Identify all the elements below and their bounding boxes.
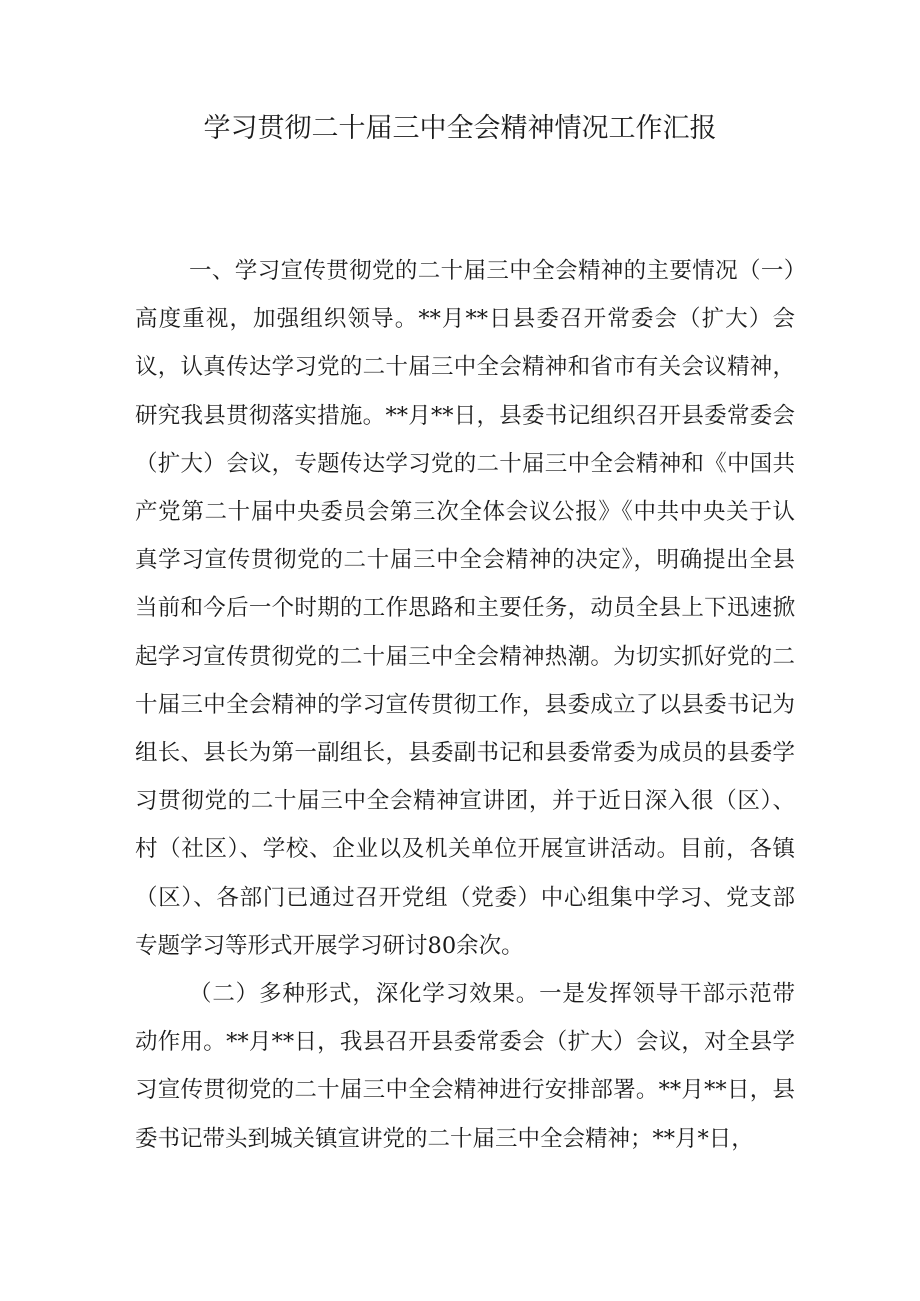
paragraph-learning-forms: （二）多种形式，深化学习效果。一是发挥领导干部示范带动作用。**月**日，我县召开县委常委会（扩大）会议，对全县学习宣传贯彻党的二十届三中全会精神进行安排部署。**月**日，县委书记带头到城关镇宣讲党的二十届三中全会精神；**月*日， (135, 981, 795, 1152)
paragraph-main-situation: 一、学习宣传贯彻党的二十届三中全会精神的主要情况（一）高度重视，加强组织领导。**月**日县委召开常委会（扩大）会议，认真传达学习党的二十届三中全会精神和省市有关会议精神，研究我县贯彻落实措施。**月**日，县委书记组织召开县委常委会（扩大）会议，专题传达学习党的二十届三中全会精神和《中国共产党第二十届中央委员会第三次全体会议公报》《中共中央关于认真学习宣传贯彻党的二十届三中全会精神的决定》，明确提出全县当前和今后一个时期的工作思路和主要任务，动员全县上下迅速掀起学习宣传贯彻党的二十届三中全会精神热潮。为切实抓好党的二十届三中全会精神的学习宣传贯彻工作，县委成立了以县委书记为组长、县长为第一副组长，县委副书记和县委常委为成员的县委学习贯彻党的二十届三中全会精神宣讲团，并于近日深入很（区）、村（社区）、学校、企业以及机关单位开展宣讲活动。目前，各镇（区）、各部门已通过召开党组（党委）中心组集中学习、党支部专题学习等形式开展学习研讨80余次。 (135, 258, 795, 959)
document-body (135, 247, 795, 1163)
document-title: 学习贯彻二十届三中全会精神情况工作汇报 (203, 113, 717, 144)
